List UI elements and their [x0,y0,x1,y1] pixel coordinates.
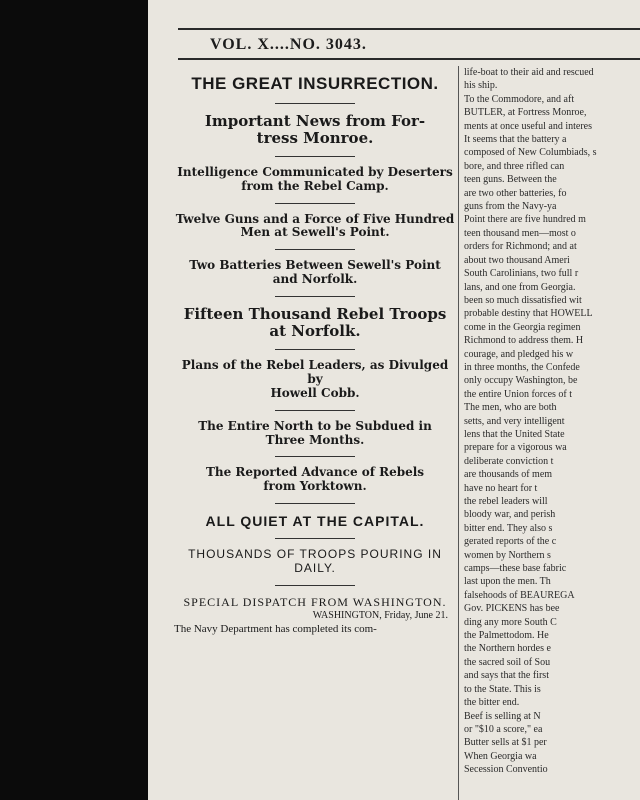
dispatch-dateline: WASHINGTON, Friday, June 21. [312,609,448,621]
divider [275,410,355,411]
divider [275,249,355,250]
article-line: Point there are five hundred m [464,214,586,226]
article-line: come in the Georgia regimen [464,321,581,333]
article-line: The men, who are both [464,402,557,414]
article-column [464,66,640,777]
article-line: women by Northern s [464,549,551,561]
article-line: and says that the first [464,670,549,682]
article-line: bore, and three rifled can [464,160,565,172]
headline-batteries: Two Batteries Between Sewell's Point and Norfolk. [189,258,441,287]
article-line: the rebel leaders will [464,496,548,507]
headline-fortress-monroe: Important News from For- tress Monroe. [204,111,426,147]
article-line: teen thousand men—most o [464,227,576,239]
article-line: Secession Conventio [464,764,548,776]
article-line: bloody war, and perish [464,509,556,521]
headline-capital: ALL QUIET AT THE CAPITAL. [205,512,425,529]
article-line: Richmond to address them. H [464,335,584,347]
dispatch-title: SPECIAL DISPATCH FROM WASHINGTON. [183,594,447,609]
article-line: courage, and pledged his w [464,348,574,360]
article-line: teen guns. Between the [464,174,557,186]
masthead-rule-bottom [178,58,640,60]
article-line: setts, and very intelligent [464,415,565,427]
headline-north-subdued: The Entire North to be Subdued in Three Months. [198,418,432,447]
headline-main: THE GREAT INSURRECTION. [191,74,439,93]
article-line: camps—these base fabric [464,563,567,575]
divider [275,296,355,297]
divider [275,156,355,157]
divider [275,203,355,204]
dark-background [0,0,150,800]
article-line: in three months, the Confede [464,361,580,373]
article-line: prepare for a vigorous wa [464,442,567,454]
article-line: falsehoods of BEAUREGA [464,589,575,601]
article-line: the Northern hordes e [464,643,551,655]
article-line: last upon the men. Th [464,576,551,588]
article-line: deliberate conviction t [464,455,554,467]
headline-sewells-point: Twelve Guns and a Force of Five Hundred Men at Sewell's Point. [175,211,455,240]
divider [275,349,355,350]
article-line: been so much dissatisfied wit [464,294,582,306]
article-line: the bitter end. [464,697,520,709]
article-line: to the State. This is [464,683,541,695]
article-line: lans, and one from Georgia. [464,281,576,293]
article-line: bitter end. They also s [464,522,553,534]
headline-howell-cobb: Plans of the Rebel Leaders, as Divulged by Howell Cobb. [181,358,449,400]
article-line: probable destiny that HOWELL [464,308,593,320]
divider [275,103,355,104]
article-line: or "$10 a score," ea [464,723,543,735]
article-line: South Carolinians, two full r [464,268,579,280]
article-line: Gov. PICKENS has bee [464,603,560,615]
headline-rebel-troops: Fifteen Thousand Rebel Troops at Norfolk. [183,304,447,341]
column-rule [458,66,459,800]
article-line: Butter sells at $1 per [464,737,547,749]
article-line: guns from the Navy-ya [464,201,557,213]
article-line: are thousands of mem [464,469,553,481]
article-line: lens that the United State [464,428,565,440]
article-line: life-boat to their aid and rescued [464,67,594,78]
article-line: the entire Union forces of t [464,388,573,400]
article-line: composed of New Columbiads, s [464,147,597,159]
headline-yorktown: The Reported Advance of Rebels from Yorktown. [205,465,425,494]
article-line: only occupy Washington, be [464,375,578,387]
article-line: the Palmettodom. He [464,630,549,642]
article-line: are two other batteries, fo [464,187,567,199]
article-line: about two thousand Ameri [464,254,570,266]
article-line: the sacred soil of Sou [464,656,551,668]
volume-line: VOL. X....NO. 3043. [210,36,367,53]
article-line: Beef is selling at N [464,710,541,722]
headline-deserters: Intelligence Communicated by Deserters from the Rebel Camp. [177,165,453,193]
article-line: When Georgia wa [464,750,537,762]
article-line: gerated reports of the c [464,536,557,548]
dispatch-first-line: The Navy Department has completed its com- [174,622,377,635]
headline-troops-pouring: THOUSANDS OF TROOPS POURING IN DAILY. [188,547,442,575]
divider [275,585,355,586]
headline-column [174,70,456,635]
divider [275,456,355,457]
divider [275,503,355,504]
article-line: ments at once useful and interes [464,120,593,132]
article-line: have no heart for t [464,482,538,494]
newspaper-page [148,0,640,800]
article-line: orders for Richmond; and at [464,241,577,253]
article-line: To the Commodore, and aft [464,93,575,105]
article-line: ding any more South C [464,616,557,628]
article-line: It seems that the battery a [464,134,567,146]
masthead-rule-top [178,28,640,30]
article-line: BUTLER, at Fortress Monroe, [464,107,587,119]
divider [275,538,355,539]
article-line: his ship. [464,80,498,92]
